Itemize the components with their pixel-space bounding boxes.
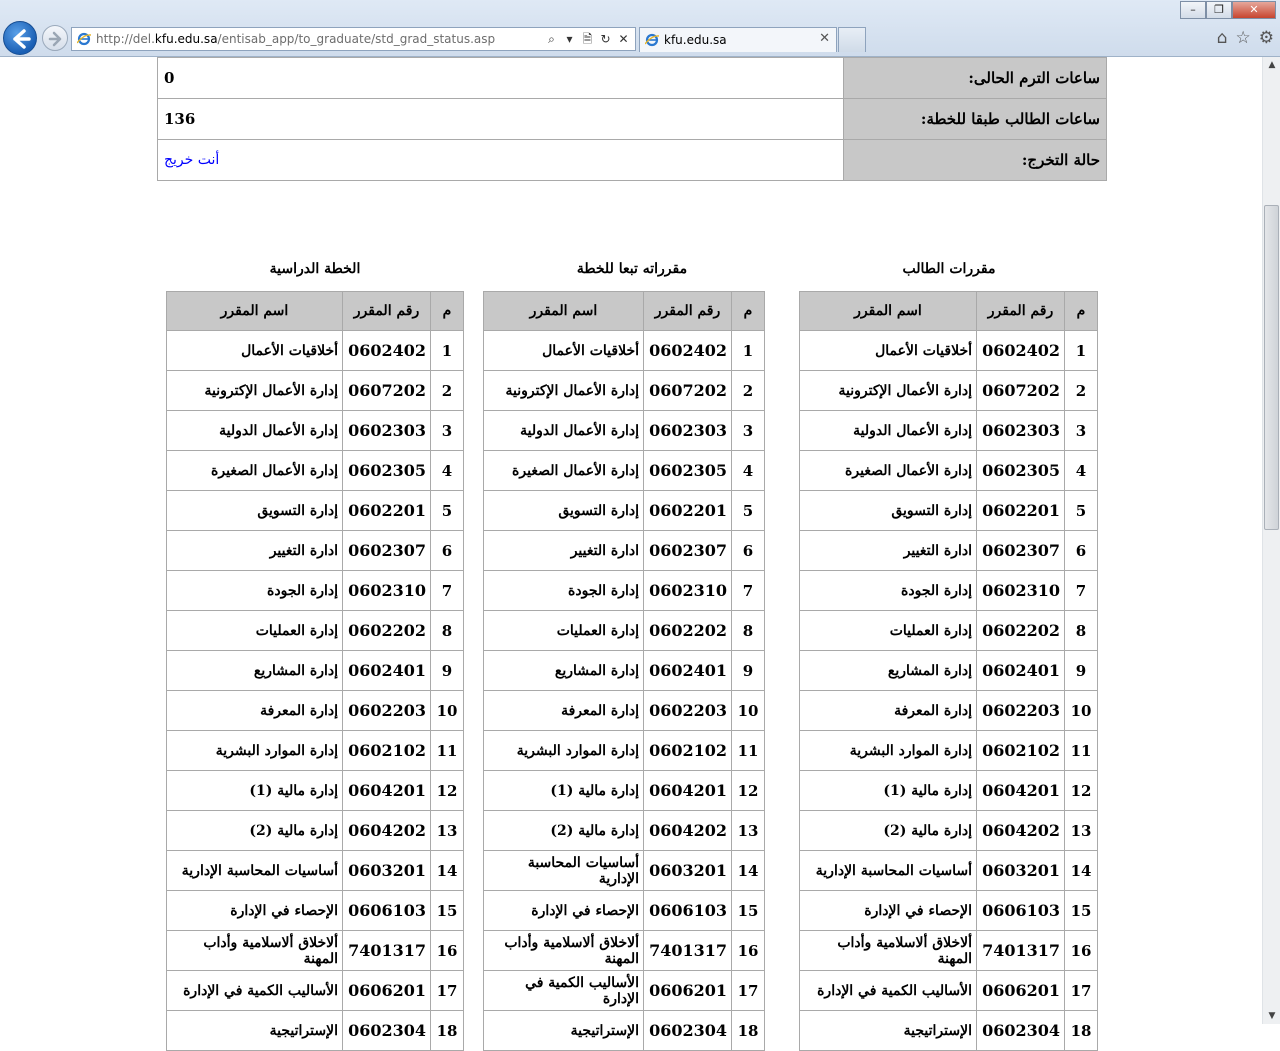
back-button[interactable] [3,21,37,55]
course-code: 0604201 [644,771,732,811]
forward-arrow-icon [43,26,69,52]
table-row [167,371,464,411]
course-code: 0602102 [977,731,1065,771]
url-prefix: http://del. [96,32,155,46]
table-row [800,851,1098,891]
table-row [484,971,765,1011]
course-code: 0602310 [644,571,732,611]
plan-courses-table [483,291,765,1051]
course-number: 13 [732,811,765,851]
table-row [800,451,1098,491]
course-code: 0602310 [977,571,1065,611]
table-header-row [167,292,464,331]
course-number: 1 [732,331,765,371]
course-name: إدارة الجودة [800,571,977,611]
course-code: 0602203 [644,691,732,731]
course-name: إدارة الأعمال الإكترونية [167,371,343,411]
course-name: إدارة الأعمال الصغيرة [800,451,977,491]
course-name: إدارة العمليات [800,611,977,651]
course-number: 16 [431,931,464,971]
refresh-icon[interactable]: ↻ [600,32,611,46]
course-name: إدارة الأعمال الدولية [800,411,977,451]
course-name: إدارة التسويق [800,491,977,531]
plan-courses-title: مقرراته تبعا للخطة [576,261,688,277]
home-icon[interactable]: ⌂ [1216,28,1228,48]
table-row [167,451,464,491]
course-number: 18 [732,1011,765,1051]
course-code: 0604202 [644,811,732,851]
course-name: الأساليب الكمية في الإدارة [484,971,644,1011]
summary-label: ساعات الترم الحالى: [844,58,1107,99]
graduation-summary-table [157,57,1107,181]
back-arrow-icon [4,22,38,56]
table-row [167,1011,464,1051]
summary-row-current-hours [158,58,1107,99]
table-row [800,971,1098,1011]
course-code: 7401317 [343,931,431,971]
course-name: ادارة التغيير [800,531,977,571]
course-number: 5 [431,491,464,531]
course-name: الإستراتيجية [800,1011,977,1051]
table-row [800,651,1098,691]
table-row [167,691,464,731]
course-number: 4 [1065,451,1098,491]
table-row [484,531,765,571]
table-row [484,1011,765,1051]
course-name: إدارة مالية (1) [484,771,644,811]
summary-value: 0 [158,58,844,99]
header-code: رقم المقرر [343,292,431,331]
course-number: 2 [732,371,765,411]
course-number: 15 [1065,891,1098,931]
course-code: 0602305 [343,451,431,491]
table-row [167,571,464,611]
table-row [167,891,464,931]
course-code: 0607202 [343,371,431,411]
course-code: 0606201 [977,971,1065,1011]
course-number: 2 [1065,371,1098,411]
summary-value: 136 [158,99,844,140]
course-name: أخلاقيات الأعمال [800,331,977,371]
course-name: إدارة الأعمال الدولية [484,411,644,451]
course-code: 0603201 [644,851,732,891]
course-code: 0602402 [977,331,1065,371]
browser-tab[interactable] [639,27,837,52]
course-name: أساسيات المحاسبة الإدارية [167,851,343,891]
course-name: ادارة التغيير [167,531,343,571]
course-name: إدارة المشاريع [484,651,644,691]
table-row [484,331,765,371]
table-row [800,411,1098,451]
course-name: إدارة الجودة [167,571,343,611]
course-number: 6 [431,531,464,571]
course-code: 0602201 [343,491,431,531]
header-code: رقم المقرر [977,292,1065,331]
minimize-button[interactable]: – [1180,1,1206,19]
course-name: إدارة العمليات [167,611,343,651]
window-controls [1180,1,1276,19]
header-num: م [1065,292,1098,331]
course-code: 0602202 [343,611,431,651]
course-name: إدارة الموارد البشرية [167,731,343,771]
summary-row-plan-hours [158,99,1107,140]
course-number: 8 [1065,611,1098,651]
course-number: 11 [1065,731,1098,771]
course-name: الأساليب الكمية في الإدارة [167,971,343,1011]
course-number: 8 [732,611,765,651]
table-row [800,331,1098,371]
course-name: إدارة الأعمال الصغيرة [484,451,644,491]
table-row [484,411,765,451]
course-name: إدارة المعرفة [484,691,644,731]
table-row [484,611,765,651]
course-code: 0602303 [343,411,431,451]
course-name: إدارة المعرفة [167,691,343,731]
table-row [800,891,1098,931]
table-row [800,811,1098,851]
vertical-scrollbar[interactable] [1262,57,1280,1024]
course-name: إدارة مالية (2) [484,811,644,851]
course-number: 3 [431,411,464,451]
table-row [800,491,1098,531]
ie-page-icon [77,32,91,46]
course-code: 0604202 [343,811,431,851]
course-number: 12 [1065,771,1098,811]
course-number: 18 [431,1011,464,1051]
course-code: 0602305 [977,451,1065,491]
tab-title: kfu.edu.sa [664,33,727,47]
course-code: 0606103 [343,891,431,931]
course-name: إدارة العمليات [484,611,644,651]
course-name: الإحصاء في الإدارة [167,891,343,931]
course-name: أساسيات المحاسبة الإدارية [484,851,644,891]
toolbar-icons [1217,28,1274,48]
course-number: 9 [1065,651,1098,691]
course-code: 0602401 [977,651,1065,691]
course-number: 4 [431,451,464,491]
course-number: 15 [732,891,765,931]
course-code: 0602102 [644,731,732,771]
table-row [800,571,1098,611]
table-row [167,931,464,971]
course-code: 7401317 [977,931,1065,971]
favorites-star-icon[interactable]: ☆ [1235,28,1251,48]
url-text [96,32,495,46]
new-tab-button[interactable] [838,27,866,52]
course-code: 0602402 [343,331,431,371]
course-number: 13 [1065,811,1098,851]
course-number: 7 [732,571,765,611]
course-code: 0602202 [644,611,732,651]
search-icon[interactable]: ⌕ [548,32,555,46]
table-row [167,811,464,851]
table-row [484,931,765,971]
course-name: إدارة الموارد البشرية [800,731,977,771]
table-header-row [800,292,1098,331]
table-row [167,851,464,891]
course-number: 3 [1065,411,1098,451]
header-num: م [732,292,765,331]
table-row [800,771,1098,811]
course-code: 0606201 [343,971,431,1011]
tab-close-icon[interactable]: ✕ [819,31,830,46]
course-number: 11 [732,731,765,771]
table-row [484,851,765,891]
summary-row-graduation-status [158,140,1107,181]
course-code: 0604201 [977,771,1065,811]
summary-label: ساعات الطالب طبقا للخطة: [844,99,1107,140]
course-number: 10 [732,691,765,731]
table-row [167,611,464,651]
course-number: 17 [431,971,464,1011]
course-name: إدارة الموارد البشرية [484,731,644,771]
address-tools [544,31,631,47]
course-number: 17 [1065,971,1098,1011]
header-name: اسم المقرر [167,292,343,331]
course-name: إدارة مالية (2) [167,811,343,851]
course-name: إدارة الأعمال الإكترونية [484,371,644,411]
course-code: 0604201 [343,771,431,811]
header-num: م [431,292,464,331]
course-code: 0603201 [977,851,1065,891]
course-name: الإحصاء في الإدارة [800,891,977,931]
header-name: اسم المقرر [484,292,644,331]
course-name: الإستراتيجية [484,1011,644,1051]
course-number: 18 [1065,1011,1098,1051]
close-window-button[interactable]: ✕ [1232,1,1276,19]
restore-button[interactable]: ❐ [1206,1,1232,19]
table-row [167,331,464,371]
course-code: 0602310 [343,571,431,611]
course-name: إدارة مالية (1) [800,771,977,811]
compatibility-view-icon[interactable]: 🗎 [582,32,593,46]
scroll-thumb[interactable] [1264,205,1279,530]
table-row [484,731,765,771]
tab-ie-icon [645,33,659,47]
course-name: إدارة مالية (2) [800,811,977,851]
table-row [167,971,464,1011]
course-name: ألاخلاق ألاسلامية وأداب المهنة [167,931,343,971]
study-plan-table [166,291,464,1051]
course-number: 12 [732,771,765,811]
course-name: إدارة المعرفة [800,691,977,731]
header-name: اسم المقرر [800,292,977,331]
course-number: 15 [431,891,464,931]
course-number: 10 [431,691,464,731]
course-number: 11 [431,731,464,771]
table-row [800,731,1098,771]
table-row [167,651,464,691]
course-code: 0602304 [977,1011,1065,1051]
course-number: 6 [1065,531,1098,571]
table-row [800,931,1098,971]
table-row [484,451,765,491]
scroll-up-arrow-icon[interactable]: ▲ [1268,60,1276,70]
table-row [167,531,464,571]
course-code: 0602305 [644,451,732,491]
table-row [484,571,765,611]
browser-toolbar [0,0,1280,57]
table-row [484,371,765,411]
course-code: 0606103 [644,891,732,931]
course-number: 17 [732,971,765,1011]
course-code: 0602203 [977,691,1065,731]
course-code: 0602303 [644,411,732,451]
course-number: 14 [1065,851,1098,891]
course-number: 5 [732,491,765,531]
course-number: 5 [1065,491,1098,531]
course-number: 16 [1065,931,1098,971]
course-code: 0607202 [977,371,1065,411]
table-row [167,491,464,531]
course-name: إدارة الجودة [484,571,644,611]
course-number: 14 [431,851,464,891]
course-number: 6 [732,531,765,571]
course-name: الإحصاء في الإدارة [484,891,644,931]
stop-icon[interactable]: ✕ [618,32,629,46]
table-row [800,691,1098,731]
table-row [167,731,464,771]
course-name: إدارة المشاريع [167,651,343,691]
course-number: 1 [1065,331,1098,371]
course-code: 0607202 [644,371,732,411]
course-name: أساسيات المحاسبة الإدارية [800,851,977,891]
course-number: 9 [431,651,464,691]
address-bar[interactable] [71,27,636,51]
course-name: إدارة مالية (1) [167,771,343,811]
course-number: 8 [431,611,464,651]
course-code: 0602304 [644,1011,732,1051]
course-code: 0602307 [343,531,431,571]
course-name: إدارة التسويق [167,491,343,531]
course-code: 0602307 [977,531,1065,571]
course-name: الإستراتيجية [167,1011,343,1051]
table-row [484,491,765,531]
course-name: أخلاقيات الأعمال [167,331,343,371]
course-name: إدارة الأعمال الصغيرة [167,451,343,491]
course-name: إدارة المشاريع [800,651,977,691]
student-courses-title: مقررات الطالب [902,261,996,277]
table-row [484,691,765,731]
table-row [800,531,1098,571]
course-code: 7401317 [644,931,732,971]
course-number: 9 [732,651,765,691]
course-number: 2 [431,371,464,411]
course-name: ادارة التغيير [484,531,644,571]
url-domain: kfu.edu.sa [154,32,218,46]
course-code: 0602401 [644,651,732,691]
course-number: 13 [431,811,464,851]
course-code: 0602201 [977,491,1065,531]
course-number: 16 [732,931,765,971]
header-code: رقم المقرر [644,292,732,331]
course-name: الأساليب الكمية في الإدارة [800,971,977,1011]
course-name: إدارة الأعمال الدولية [167,411,343,451]
summary-label: حالة التخرج: [844,140,1107,181]
course-number: 4 [732,451,765,491]
table-header-row [484,292,765,331]
course-number: 12 [431,771,464,811]
course-code: 0602303 [977,411,1065,451]
course-name: أخلاقيات الأعمال [484,331,644,371]
course-code: 0602402 [644,331,732,371]
table-row [484,771,765,811]
graduation-status-value: أنت خريج [158,140,844,181]
course-code: 0606103 [977,891,1065,931]
course-name: إدارة الأعمال الإكترونية [800,371,977,411]
table-row [167,771,464,811]
course-number: 14 [732,851,765,891]
course-name: ألاخلاق ألاسلامية وأداب المهنة [800,931,977,971]
course-code: 0602102 [343,731,431,771]
course-code: 0602307 [644,531,732,571]
course-code: 0602201 [644,491,732,531]
table-row [167,411,464,451]
course-code: 0602401 [343,651,431,691]
table-row [484,651,765,691]
settings-gear-icon[interactable]: ⚙ [1258,28,1274,48]
course-name: ألاخلاق ألاسلامية وأداب المهنة [484,931,644,971]
forward-button[interactable] [42,25,68,51]
course-code: 0602304 [343,1011,431,1051]
scroll-down-arrow-icon[interactable]: ▼ [1268,1011,1276,1021]
dropdown-arrow-icon[interactable]: ▾ [566,32,573,46]
study-plan-title: الخطة الدراسية [269,261,361,277]
course-code: 0606201 [644,971,732,1011]
table-row [800,1011,1098,1051]
course-name: إدارة التسويق [484,491,644,531]
table-row [800,371,1098,411]
course-code: 0604202 [977,811,1065,851]
course-number: 10 [1065,691,1098,731]
course-number: 3 [732,411,765,451]
course-code: 0602203 [343,691,431,731]
url-path: /entisab_app/to_graduate/std_grad_status.asp [217,32,496,46]
course-code: 0603201 [343,851,431,891]
course-number: 7 [431,571,464,611]
course-number: 1 [431,331,464,371]
table-row [800,611,1098,651]
student-courses-table [799,291,1098,1051]
course-number: 7 [1065,571,1098,611]
table-row [484,891,765,931]
table-row [484,811,765,851]
course-code: 0602202 [977,611,1065,651]
